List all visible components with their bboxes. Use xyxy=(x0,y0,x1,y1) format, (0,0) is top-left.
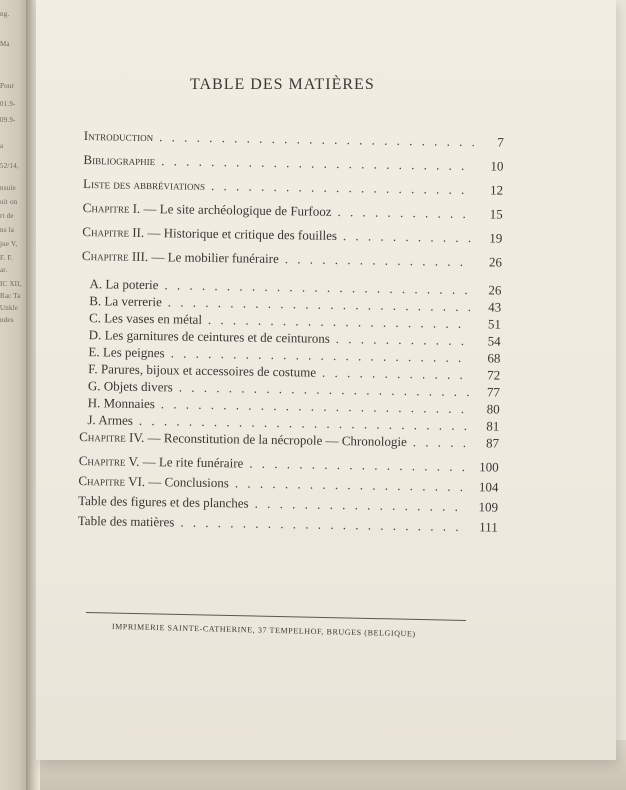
bleed-text: ns la xyxy=(0,226,15,234)
bleed-text: jue V, xyxy=(0,240,18,248)
bleed-text: uit on xyxy=(0,198,18,206)
toc-page-number: 51 xyxy=(487,316,502,332)
toc-entry-label: E. Les peignes xyxy=(88,344,165,361)
bleed-text: a xyxy=(0,142,4,150)
toc-leader-dots xyxy=(337,204,472,222)
chapter-number: Chapitre III. xyxy=(81,247,149,265)
bleed-text: nsuie xyxy=(0,184,16,192)
bleed-text: 09.9- xyxy=(0,116,16,124)
toc-page-number: 109 xyxy=(478,499,499,515)
toc-entry-label xyxy=(82,224,343,244)
toc-page-number: 12 xyxy=(489,182,504,198)
toc-entry-label xyxy=(79,453,250,472)
chapter-number: Chapitre IV. xyxy=(79,428,145,445)
toc-page-number: 26 xyxy=(488,254,503,270)
toc-page-number: 104 xyxy=(478,479,499,495)
toc-page-number: 87 xyxy=(485,435,500,451)
left-page-edge xyxy=(0,0,26,790)
toc-page-number: 100 xyxy=(479,459,499,475)
toc-entry-label: Liste des abbréviations xyxy=(83,175,206,193)
toc-page-number: 54 xyxy=(487,333,501,349)
toc-entry-label: H. Monnaies xyxy=(87,395,155,412)
toc-page-number: 19 xyxy=(489,230,503,246)
toc-entry-label: D. Les garnitures de ceintures et de ceinturons xyxy=(88,327,330,346)
bleed-text: Rac Ta xyxy=(0,292,21,300)
toc-leader-dots xyxy=(249,456,469,475)
toc-page-number: 43 xyxy=(488,299,502,315)
toc-leader-dots xyxy=(235,475,469,495)
toc-entry-label: J. Armes xyxy=(87,412,134,428)
toc-leader-dots xyxy=(285,251,472,270)
toc-page-number: 81 xyxy=(486,418,500,434)
chapter-number: Chapitre V. xyxy=(78,452,140,469)
toc-page-number: 26 xyxy=(488,282,502,298)
toc-leader-dots xyxy=(322,365,470,383)
toc-page-number: 72 xyxy=(487,367,501,383)
bleed-text: 52/14, xyxy=(0,162,19,170)
chapter-title: — Historique et critique des fouilles xyxy=(144,224,338,243)
bleed-text: F. F. xyxy=(0,254,13,262)
toc-entry-label: Table des figures et des planches xyxy=(78,492,249,511)
toc-entry-label: Table des matières xyxy=(77,512,175,530)
bleed-text: IC XII, xyxy=(0,280,22,288)
toc-leader-dots xyxy=(180,515,468,536)
chapter-number: Chapitre II. xyxy=(82,223,145,240)
bleed-text: Ma xyxy=(0,40,10,48)
toc-leader-dots xyxy=(343,228,473,246)
table-of-contents xyxy=(78,128,504,540)
toc-page-number: 15 xyxy=(489,206,503,222)
toc-page-number: 77 xyxy=(486,384,501,400)
bleed-text: ng. xyxy=(0,10,10,18)
toc-entry-label: Bibliographie xyxy=(83,151,156,169)
toc-page-number: 7 xyxy=(497,134,504,150)
chapter-number: Chapitre I. xyxy=(82,199,141,216)
toc-leader-dots xyxy=(336,331,471,349)
chapter-title: — Le site archéologique de Furfooz xyxy=(140,200,332,219)
printer-imprint: IMPRIMERIE SAINTE-CATHERINE, 37 TEMPELHOF, BRUGES (BELGIQUE) xyxy=(111,622,416,639)
toc-leader-dots xyxy=(211,178,473,198)
chapter-title: — Le mobilier funéraire xyxy=(148,249,279,267)
toc-entry-label: Introduction xyxy=(83,128,154,145)
toc-entry-label xyxy=(78,473,235,491)
bleed-text: rt de xyxy=(0,212,14,220)
toc-page-number: 10 xyxy=(490,158,504,174)
toc-entry-label: B. La verrerie xyxy=(89,293,162,310)
bleed-text: ar. xyxy=(0,266,8,274)
toc-page-number: 80 xyxy=(486,401,500,417)
toc-entry-label: A. La poterie xyxy=(89,276,159,293)
toc-entry-label xyxy=(82,248,285,267)
bleed-text: Unkle xyxy=(0,304,19,312)
toc-page-number: 111 xyxy=(479,519,498,535)
toc-entry-label: C. Les vases en métal xyxy=(88,310,203,327)
chapter-number: Chapitre VI. xyxy=(78,472,146,490)
toc-entry-label: G. Objets divers xyxy=(87,378,173,395)
toc-entry-label xyxy=(83,200,338,220)
toc-leader-dots xyxy=(255,496,469,515)
page-title: TABLE DES MATIÈRES xyxy=(190,76,375,93)
chapter-title: — Reconstitution de la nécropole — Chronologie xyxy=(144,429,407,450)
bleed-text: ndes xyxy=(0,316,14,324)
bleed-text: Pour xyxy=(0,82,15,90)
bleed-text: 01.9- xyxy=(0,100,16,108)
chapter-title: — Conclusions xyxy=(144,474,230,491)
chapter-title: — Le rite funéraire xyxy=(139,453,244,471)
toc-leader-dots xyxy=(413,434,470,451)
toc-entry-label: F. Parures, bijoux et accessoires de costume xyxy=(88,361,317,380)
toc-page-number: 68 xyxy=(487,350,501,366)
